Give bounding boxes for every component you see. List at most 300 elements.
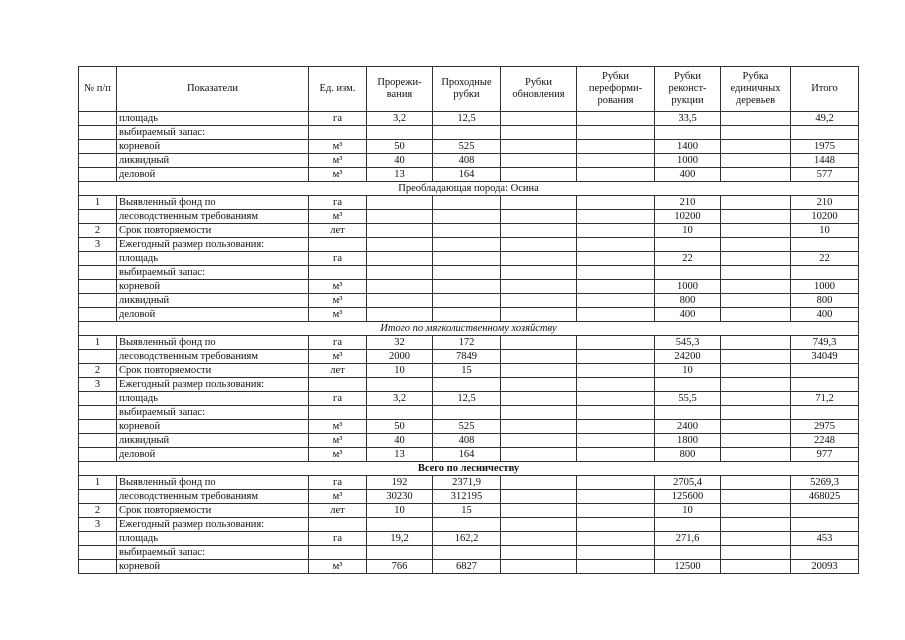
cell-single-trees bbox=[721, 406, 791, 420]
cell-thinning: 2000 bbox=[367, 350, 433, 364]
table-row bbox=[79, 266, 859, 280]
table-row bbox=[79, 504, 859, 518]
row-label: Ежегодный размер пользования: bbox=[117, 238, 309, 252]
cell-renewal bbox=[501, 350, 577, 364]
cell-thinning bbox=[367, 252, 433, 266]
row-num bbox=[79, 112, 117, 126]
row-unit bbox=[309, 546, 367, 560]
cell-single-trees bbox=[721, 238, 791, 252]
cell-passage: 6827 bbox=[433, 560, 501, 574]
table-row bbox=[79, 448, 859, 462]
cell-reform bbox=[577, 434, 655, 448]
cell-reform bbox=[577, 294, 655, 308]
cell-total bbox=[791, 504, 859, 518]
cell-renewal bbox=[501, 420, 577, 434]
cell-thinning bbox=[367, 238, 433, 252]
cell-reform bbox=[577, 112, 655, 126]
cell-reform bbox=[577, 336, 655, 350]
row-label: корневой bbox=[117, 560, 309, 574]
cell-single-trees bbox=[721, 364, 791, 378]
cell-reform bbox=[577, 252, 655, 266]
row-num bbox=[79, 154, 117, 168]
row-label: выбираемый запас: bbox=[117, 266, 309, 280]
row-num: 2 bbox=[79, 224, 117, 238]
cell-thinning bbox=[367, 546, 433, 560]
cell-reform bbox=[577, 476, 655, 490]
cell-reconstruction bbox=[655, 126, 721, 140]
row-num bbox=[79, 448, 117, 462]
row-num bbox=[79, 490, 117, 504]
cell-total: 20093 bbox=[791, 560, 859, 574]
row-num: 2 bbox=[79, 504, 117, 518]
cell-total: 400 bbox=[791, 308, 859, 322]
cell-renewal bbox=[501, 252, 577, 266]
cell-reconstruction: 400 bbox=[655, 308, 721, 322]
col-header-total: Итого bbox=[791, 67, 859, 112]
section-heading-row bbox=[79, 462, 859, 476]
table-row bbox=[79, 224, 859, 238]
cell-thinning bbox=[367, 126, 433, 140]
row-unit bbox=[309, 266, 367, 280]
cell-passage bbox=[433, 126, 501, 140]
row-unit bbox=[309, 126, 367, 140]
row-unit: м³ bbox=[309, 350, 367, 364]
cell-single-trees bbox=[721, 504, 791, 518]
row-unit: м³ bbox=[309, 168, 367, 182]
cell-renewal bbox=[501, 406, 577, 420]
col-header-reform: Рубки переформи-рования bbox=[577, 67, 655, 112]
table-header-row bbox=[79, 67, 859, 112]
row-unit: м³ bbox=[309, 210, 367, 224]
cell-passage bbox=[433, 196, 501, 210]
cell-thinning: 40 bbox=[367, 434, 433, 448]
cell-reform bbox=[577, 532, 655, 546]
cell-thinning: 40 bbox=[367, 154, 433, 168]
cell-passage bbox=[433, 280, 501, 294]
cell-thinning: 50 bbox=[367, 140, 433, 154]
row-num: 2 bbox=[79, 364, 117, 378]
cell-reform bbox=[577, 308, 655, 322]
row-label: лесоводственным требованиям bbox=[117, 210, 309, 224]
cell-total: 49,2 bbox=[791, 112, 859, 126]
cell-renewal bbox=[501, 434, 577, 448]
row-unit bbox=[309, 406, 367, 420]
cell-passage: 164 bbox=[433, 448, 501, 462]
cell-renewal bbox=[501, 196, 577, 210]
cell-reform bbox=[577, 560, 655, 574]
row-unit: м³ bbox=[309, 140, 367, 154]
cell-passage: 172 bbox=[433, 336, 501, 350]
row-num bbox=[79, 266, 117, 280]
cell-single-trees bbox=[721, 112, 791, 126]
section-heading-row bbox=[79, 182, 859, 196]
cell-renewal bbox=[501, 448, 577, 462]
cell-passage bbox=[433, 210, 501, 224]
cell-single-trees bbox=[721, 546, 791, 560]
cell-single-trees bbox=[721, 140, 791, 154]
cell-single-trees bbox=[721, 490, 791, 504]
table-row bbox=[79, 252, 859, 266]
cell-thinning: 13 bbox=[367, 448, 433, 462]
cell-passage: 408 bbox=[433, 154, 501, 168]
table-row bbox=[79, 196, 859, 210]
cell-renewal bbox=[501, 490, 577, 504]
row-num bbox=[79, 140, 117, 154]
cell-renewal bbox=[501, 126, 577, 140]
cell-reform bbox=[577, 448, 655, 462]
cell-renewal bbox=[501, 476, 577, 490]
row-num bbox=[79, 308, 117, 322]
cell-reconstruction: 800 bbox=[655, 448, 721, 462]
row-unit: м³ bbox=[309, 434, 367, 448]
cell-passage: 7849 bbox=[433, 350, 501, 364]
cell-total: 577 bbox=[791, 168, 859, 182]
cell-single-trees bbox=[721, 252, 791, 266]
cell-thinning: 32 bbox=[367, 336, 433, 350]
cell-thinning: 192 bbox=[367, 476, 433, 490]
cell-reconstruction: 545,3 bbox=[655, 336, 721, 350]
cell-thinning: 50 bbox=[367, 420, 433, 434]
cell-passage: 15 bbox=[433, 364, 501, 378]
cell-single-trees bbox=[721, 266, 791, 280]
cell-passage: 525 bbox=[433, 420, 501, 434]
cell-reconstruction: 1800 bbox=[655, 434, 721, 448]
cell-total: 1448 bbox=[791, 154, 859, 168]
table-row bbox=[79, 518, 859, 532]
cell-reform bbox=[577, 392, 655, 406]
cell-reconstruction: 2705,4 bbox=[655, 476, 721, 490]
row-num: 3 bbox=[79, 378, 117, 392]
cell-thinning bbox=[367, 196, 433, 210]
cell-passage bbox=[433, 294, 501, 308]
row-label: лесоводственным требованиям bbox=[117, 350, 309, 364]
cell-thinning: 13 bbox=[367, 168, 433, 182]
cell-thinning bbox=[367, 308, 433, 322]
cell-renewal bbox=[501, 140, 577, 154]
cell-total bbox=[791, 238, 859, 252]
cell-renewal bbox=[501, 308, 577, 322]
cell-reconstruction: 400 bbox=[655, 168, 721, 182]
cell-reconstruction: 24200 bbox=[655, 350, 721, 364]
row-label: Срок повторяемости bbox=[117, 504, 309, 518]
cell-thinning bbox=[367, 518, 433, 532]
cell-passage bbox=[433, 546, 501, 560]
row-num bbox=[79, 252, 117, 266]
row-label: Срок повторяемости bbox=[117, 224, 309, 238]
row-unit: лет bbox=[309, 224, 367, 238]
cell-total: 71,2 bbox=[791, 392, 859, 406]
cell-reconstruction bbox=[655, 406, 721, 420]
cell-single-trees bbox=[721, 448, 791, 462]
cell-reform bbox=[577, 126, 655, 140]
cell-passage bbox=[433, 266, 501, 280]
cell-thinning: 10 bbox=[367, 504, 433, 518]
cell-reform bbox=[577, 518, 655, 532]
table-row bbox=[79, 560, 859, 574]
forest-use-table bbox=[78, 66, 859, 574]
col-header-unit: Ед. изм. bbox=[309, 67, 367, 112]
cell-passage: 525 bbox=[433, 140, 501, 154]
cell-single-trees bbox=[721, 336, 791, 350]
cell-reconstruction: 1000 bbox=[655, 280, 721, 294]
cell-renewal bbox=[501, 392, 577, 406]
row-label: деловой bbox=[117, 448, 309, 462]
table-body bbox=[79, 112, 859, 574]
table-row bbox=[79, 210, 859, 224]
table-row bbox=[79, 378, 859, 392]
cell-total bbox=[791, 378, 859, 392]
table-row bbox=[79, 364, 859, 378]
cell-reform bbox=[577, 266, 655, 280]
cell-reconstruction: 1400 bbox=[655, 140, 721, 154]
table-row bbox=[79, 336, 859, 350]
cell-reform bbox=[577, 350, 655, 364]
row-label: Ежегодный размер пользования: bbox=[117, 378, 309, 392]
col-header-name: Показатели bbox=[117, 67, 309, 112]
row-label: площадь bbox=[117, 112, 309, 126]
table-row bbox=[79, 168, 859, 182]
cell-thinning bbox=[367, 378, 433, 392]
table-row bbox=[79, 406, 859, 420]
cell-reform bbox=[577, 224, 655, 238]
cell-reform bbox=[577, 168, 655, 182]
cell-renewal bbox=[501, 154, 577, 168]
cell-renewal bbox=[501, 266, 577, 280]
cell-reconstruction bbox=[655, 266, 721, 280]
cell-renewal bbox=[501, 378, 577, 392]
cell-passage: 312195 bbox=[433, 490, 501, 504]
cell-single-trees bbox=[721, 420, 791, 434]
cell-reform bbox=[577, 490, 655, 504]
row-num bbox=[79, 210, 117, 224]
cell-thinning: 3,2 bbox=[367, 392, 433, 406]
cell-passage: 12,5 bbox=[433, 112, 501, 126]
cell-total: 749,3 bbox=[791, 336, 859, 350]
cell-thinning: 766 bbox=[367, 560, 433, 574]
row-unit: м³ bbox=[309, 294, 367, 308]
cell-renewal bbox=[501, 224, 577, 238]
cell-single-trees bbox=[721, 532, 791, 546]
cell-reform bbox=[577, 196, 655, 210]
cell-reconstruction: 800 bbox=[655, 294, 721, 308]
table-row bbox=[79, 546, 859, 560]
row-unit: га bbox=[309, 392, 367, 406]
row-unit: га bbox=[309, 112, 367, 126]
cell-renewal bbox=[501, 210, 577, 224]
table-row bbox=[79, 112, 859, 126]
cell-total bbox=[791, 518, 859, 532]
cell-total: 453 bbox=[791, 532, 859, 546]
cell-renewal bbox=[501, 560, 577, 574]
row-unit bbox=[309, 518, 367, 532]
cell-total bbox=[791, 126, 859, 140]
table-row bbox=[79, 294, 859, 308]
cell-reform bbox=[577, 378, 655, 392]
row-num bbox=[79, 294, 117, 308]
cell-renewal bbox=[501, 238, 577, 252]
row-label: Выявленный фонд по bbox=[117, 476, 309, 490]
cell-reform bbox=[577, 406, 655, 420]
cell-single-trees bbox=[721, 476, 791, 490]
cell-total: 10 bbox=[791, 224, 859, 238]
cell-renewal bbox=[501, 336, 577, 350]
table-row bbox=[79, 392, 859, 406]
cell-reconstruction: 55,5 bbox=[655, 392, 721, 406]
row-label: деловой bbox=[117, 168, 309, 182]
row-label: площадь bbox=[117, 392, 309, 406]
cell-total bbox=[791, 546, 859, 560]
row-num bbox=[79, 546, 117, 560]
table-row bbox=[79, 434, 859, 448]
section-heading: Преобладающая порода: Осина bbox=[79, 182, 859, 196]
table-row bbox=[79, 308, 859, 322]
row-label: площадь bbox=[117, 252, 309, 266]
cell-reconstruction: 2400 bbox=[655, 420, 721, 434]
cell-passage: 162,2 bbox=[433, 532, 501, 546]
row-label: выбираемый запас: bbox=[117, 406, 309, 420]
row-label: выбираемый запас: bbox=[117, 546, 309, 560]
col-header-renewal: Рубки обновления bbox=[501, 67, 577, 112]
cell-renewal bbox=[501, 280, 577, 294]
cell-single-trees bbox=[721, 392, 791, 406]
cell-passage bbox=[433, 518, 501, 532]
cell-reconstruction: 1000 bbox=[655, 154, 721, 168]
row-unit: га bbox=[309, 196, 367, 210]
section-heading: Всего по лесничеству bbox=[79, 462, 859, 476]
row-num bbox=[79, 126, 117, 140]
row-unit: м³ bbox=[309, 448, 367, 462]
cell-thinning bbox=[367, 266, 433, 280]
section-heading-row bbox=[79, 322, 859, 336]
cell-thinning bbox=[367, 224, 433, 238]
table-row bbox=[79, 154, 859, 168]
cell-reform bbox=[577, 280, 655, 294]
row-unit: м³ bbox=[309, 420, 367, 434]
row-unit: м³ bbox=[309, 490, 367, 504]
table-row bbox=[79, 238, 859, 252]
row-num bbox=[79, 420, 117, 434]
cell-single-trees bbox=[721, 210, 791, 224]
cell-reform bbox=[577, 546, 655, 560]
cell-renewal bbox=[501, 294, 577, 308]
row-num bbox=[79, 406, 117, 420]
table-row bbox=[79, 476, 859, 490]
table-row bbox=[79, 280, 859, 294]
cell-total: 22 bbox=[791, 252, 859, 266]
cell-reconstruction: 10 bbox=[655, 364, 721, 378]
cell-total: 2248 bbox=[791, 434, 859, 448]
row-label: Срок повторяемости bbox=[117, 364, 309, 378]
row-num bbox=[79, 392, 117, 406]
cell-single-trees bbox=[721, 378, 791, 392]
cell-total bbox=[791, 364, 859, 378]
row-num: 3 bbox=[79, 518, 117, 532]
cell-total: 800 bbox=[791, 294, 859, 308]
cell-renewal bbox=[501, 546, 577, 560]
cell-total: 1975 bbox=[791, 140, 859, 154]
cell-reform bbox=[577, 504, 655, 518]
row-label: корневой bbox=[117, 420, 309, 434]
cell-renewal bbox=[501, 168, 577, 182]
col-header-passage: Проходные рубки bbox=[433, 67, 501, 112]
cell-renewal bbox=[501, 532, 577, 546]
cell-total: 10200 bbox=[791, 210, 859, 224]
row-unit bbox=[309, 378, 367, 392]
cell-reconstruction bbox=[655, 518, 721, 532]
cell-reconstruction: 10 bbox=[655, 224, 721, 238]
cell-passage: 408 bbox=[433, 434, 501, 448]
cell-passage: 12,5 bbox=[433, 392, 501, 406]
row-label: ликвидный bbox=[117, 294, 309, 308]
cell-single-trees bbox=[721, 560, 791, 574]
row-label: деловой bbox=[117, 308, 309, 322]
cell-reconstruction: 271,6 bbox=[655, 532, 721, 546]
cell-single-trees bbox=[721, 280, 791, 294]
cell-passage bbox=[433, 238, 501, 252]
row-unit bbox=[309, 238, 367, 252]
col-header-num: № п/п bbox=[79, 67, 117, 112]
cell-passage bbox=[433, 378, 501, 392]
cell-total: 468025 bbox=[791, 490, 859, 504]
table-row bbox=[79, 140, 859, 154]
row-num bbox=[79, 350, 117, 364]
cell-renewal bbox=[501, 364, 577, 378]
cell-passage bbox=[433, 406, 501, 420]
row-unit: м³ bbox=[309, 280, 367, 294]
row-unit: м³ bbox=[309, 308, 367, 322]
cell-reform bbox=[577, 154, 655, 168]
cell-single-trees bbox=[721, 294, 791, 308]
cell-reform bbox=[577, 364, 655, 378]
cell-passage: 164 bbox=[433, 168, 501, 182]
cell-single-trees bbox=[721, 196, 791, 210]
cell-total: 2975 bbox=[791, 420, 859, 434]
cell-reconstruction bbox=[655, 546, 721, 560]
cell-total: 5269,3 bbox=[791, 476, 859, 490]
row-label: ликвидный bbox=[117, 154, 309, 168]
cell-single-trees bbox=[721, 308, 791, 322]
cell-total bbox=[791, 266, 859, 280]
row-unit: лет bbox=[309, 364, 367, 378]
cell-thinning bbox=[367, 406, 433, 420]
cell-total: 210 bbox=[791, 196, 859, 210]
table-row bbox=[79, 126, 859, 140]
cell-single-trees bbox=[721, 224, 791, 238]
cell-single-trees bbox=[721, 168, 791, 182]
cell-reform bbox=[577, 140, 655, 154]
row-num bbox=[79, 434, 117, 448]
cell-passage bbox=[433, 224, 501, 238]
cell-reconstruction: 10200 bbox=[655, 210, 721, 224]
cell-renewal bbox=[501, 518, 577, 532]
row-num bbox=[79, 280, 117, 294]
cell-reform bbox=[577, 420, 655, 434]
cell-reconstruction: 12500 bbox=[655, 560, 721, 574]
table-row bbox=[79, 532, 859, 546]
row-label: лесоводственным требованиям bbox=[117, 490, 309, 504]
row-label: Выявленный фонд по bbox=[117, 336, 309, 350]
cell-total bbox=[791, 406, 859, 420]
row-unit: га bbox=[309, 252, 367, 266]
row-num: 1 bbox=[79, 336, 117, 350]
col-header-thinning: Прорежи-вания bbox=[367, 67, 433, 112]
cell-reconstruction: 10 bbox=[655, 504, 721, 518]
cell-passage bbox=[433, 308, 501, 322]
row-unit: га bbox=[309, 336, 367, 350]
table-row bbox=[79, 420, 859, 434]
cell-thinning: 3,2 bbox=[367, 112, 433, 126]
cell-reconstruction bbox=[655, 378, 721, 392]
